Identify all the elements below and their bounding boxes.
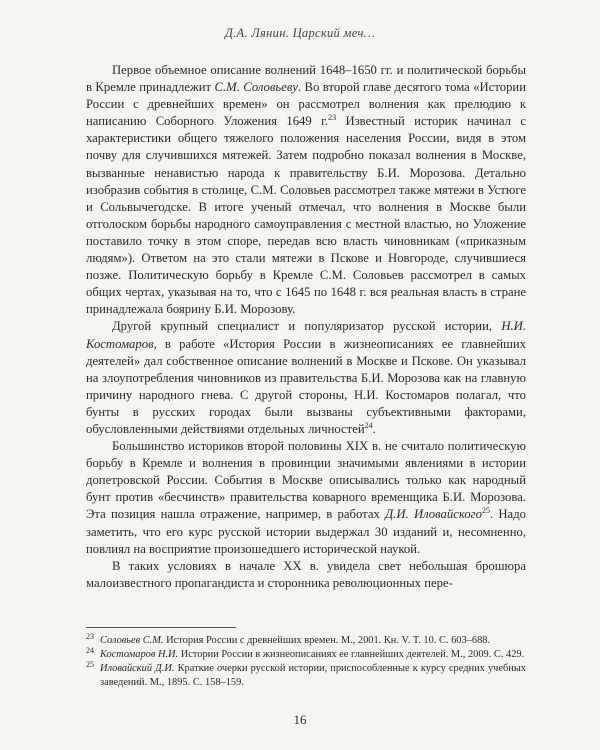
footnote: 24 Костомаров Н.И. Истории России в жизнеописаниях ее главнейших деятелей. М., 2009. С. 429. [86, 645, 525, 661]
footnote-author: Костомаров Н.И. [100, 649, 179, 661]
footnote-ref: 23 [328, 113, 337, 123]
text-run: . [372, 421, 376, 436]
footnote: 25 Иловайский Д.И. Краткие очерки русской истории, приспособленные к курсу средних учебных заведений. М., 1895. С. 158–159. [86, 659, 526, 688]
text-run: Другой крупный специалист и популяризатор русской истории, [112, 319, 502, 334]
paragraph [86, 438, 526, 558]
footnote-text: История России с древнейших времен. М., 2001. Кн. V. Т. 10. С. 603–688. [163, 635, 491, 646]
text-run: В таких условиях в начале XX в. увидела свет небольшая брошюра малоизвестного пропагандиста и сторонника революционных пере- [86, 558, 526, 590]
text-run: . Надо заметить, что его курс русской истории выдержал 30 изданий и, несомненно, повлиял на восприятие произошедшего исторической наукой. [86, 507, 526, 556]
footnote-text: Краткие очерки русской истории, приспособленные к курсу средних учебных заведений. М., 1895. С. 158–159. [100, 663, 526, 688]
paragraph [86, 318, 526, 438]
text-run: Первое объемное описание волнений 1648–1650 гг. и политической борьбы в Кремле принадлежит [86, 63, 526, 95]
paragraph [86, 62, 526, 318]
footnote-ref: 24 [364, 420, 373, 430]
author-name: Д.И. Иловайского [385, 507, 482, 522]
body-text [86, 62, 526, 592]
text-run: Большинство историков второй половины XIX в. не считало политическую борьбу в Кремле и волнения в провинции значимыми явлениями в истории допетровской России. События в Москве описывались только как народный бунт против «бесчинств» правительства коварного временщика Б.И. Морозова. Эта позиция нашла отражение, например, в работах [86, 439, 526, 522]
text-run: , в работе «История России в жизнеописаниях ее главнейших деятелей» дал собственное описание волнений в Москве и Пскове. Он указывал на злоупотребления чиновников из правительства Б.И. Морозова как на главную причину народного гнева. С другой стороны, Н.И. Костомаров полагал, что бунты в русских городах были вызваны субъективными факторами, обусловленными действиями отдельных личностей [86, 336, 526, 436]
footnote: 23 Соловьев С.М. История России с древнейших времен. М., 2001. Кн. V. Т. 10. С. 603–688. [86, 631, 491, 646]
footnote-divider [86, 627, 236, 628]
author-name: С.М. Соловьеву [214, 80, 298, 95]
page-number: 16 [293, 712, 307, 727]
text-run: . Во второй главе десятого тома «Истории России с древнейших времен» он рассмотрел волнения как прелюдию к написанию Соборного Уложения 1649 г. [86, 80, 526, 129]
footnote-text: Истории России в жизнеописаниях ее главнейших деятелей. М., 2009. С. 429. [178, 649, 525, 661]
text-run: Известный историк начинал с характеристики общего тяжелого положения населения России, видя в этом почву для случившихся мятежей. Затем подробно показал волнения в Москве, вызванные ненавистью народа к правительству Б.И. Морозова. Детально изобразив события в столице, С.М. Соловьев рассмотрел также мятежи в Устюге и Сольвычегодске. В итоге ученый отмечал, что волнения в Москве были отголоском борьбы народного самоуправления с местной властью, но Уложение поставило точку в этом споре, передав всю власть чиновникам («приказным людям»). Ответом на это стали мятежи в Пскове и Новгороде, случившиеся позже. Политическую борьбу в Кремле С.М. Соловьев рассмотрел в самых общих чертах, указывая на то, что с 1645 по 1648 г. вся реальная власть в стране принадлежала боярину Б.И. Морозову. [86, 114, 526, 317]
footnote-author: Соловьев С.М. [100, 635, 164, 646]
paragraph [86, 558, 526, 592]
author-name: Н.И. Костомаров [86, 319, 526, 351]
footnotes [86, 631, 526, 690]
running-head: Д.А. Лянин. Царский меч… [224, 26, 376, 40]
footnote-author: Иловайский Д.И. [100, 663, 175, 675]
footnote-ref: 25 [481, 506, 490, 516]
